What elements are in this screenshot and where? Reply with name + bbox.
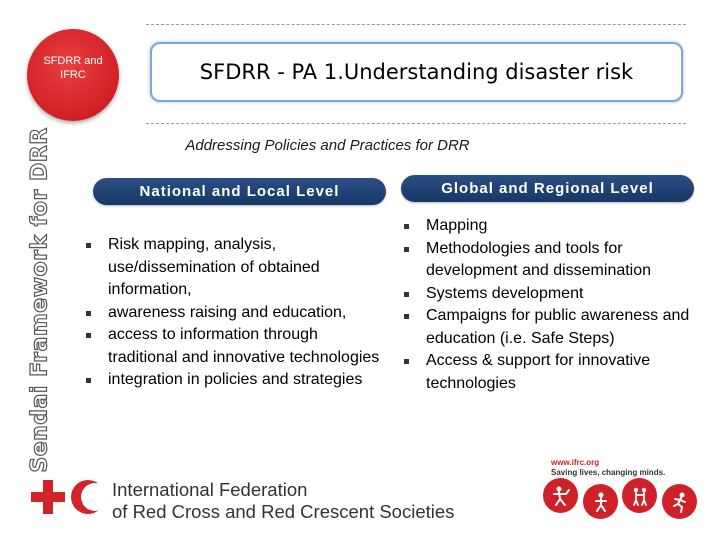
top-dashed-divider (146, 24, 686, 25)
list-item: Mapping (404, 215, 709, 238)
list-item: access to information through traditional and innovative technologies (86, 324, 386, 369)
child-figure-icon (583, 484, 618, 519)
rescue-figure-icon (543, 478, 578, 513)
ifrc-name (112, 479, 454, 523)
bullet-square-icon (404, 314, 409, 319)
bullet-square-icon (86, 243, 91, 248)
slide-title: SFDRR - PA 1.Understanding disaster risk (199, 60, 634, 84)
people-figure-icon (622, 478, 657, 513)
red-crescent-icon (71, 480, 106, 514)
ifrc-url: www.ifrc.org (551, 458, 600, 467)
org-line-2: of Red Cross and Red Crescent Societies (112, 501, 455, 522)
bullet-square-icon (86, 378, 91, 383)
bullet-square-icon (404, 247, 409, 252)
subtitle: Addressing Policies and Practices for DRR (185, 137, 470, 154)
national-local-list (86, 234, 386, 392)
list-item: Access & support for innovative technologies (404, 350, 709, 395)
national-local-heading: National and Local Level (93, 178, 386, 205)
title-box (150, 42, 683, 102)
list-item: Campaigns for public awareness and education (i.e. Safe Steps) (404, 305, 709, 350)
list-item: Methodologies and tools for development and dissemination (404, 238, 709, 283)
global-regional-heading: Global and Regional Level (401, 175, 694, 202)
sfdrr-ifrc-badge (27, 29, 119, 121)
bullet-square-icon (404, 224, 409, 229)
list-item: Systems development (404, 283, 709, 306)
side-title-text: Sendai Framework for DRR (27, 127, 53, 473)
running-figure-icon (662, 484, 697, 519)
ifrc-tagline-block (551, 458, 665, 478)
badge-text: SFDRR and IFRC (43, 55, 103, 81)
bullet-square-icon (86, 311, 91, 316)
org-line-1: International Federation (112, 479, 308, 500)
bottom-dashed-divider (146, 123, 686, 124)
global-regional-list (404, 215, 709, 395)
list-item: integration in policies and strategies (86, 369, 386, 392)
ifrc-tagline: Saving lives, changing minds. (551, 468, 666, 477)
red-cross-icon (31, 480, 65, 514)
ifrc-emblem (30, 478, 106, 516)
vertical-side-title (20, 127, 60, 473)
bullet-square-icon (404, 359, 409, 364)
list-item: Risk mapping, analysis, use/dissemination of obtained information, (86, 234, 386, 302)
bullet-square-icon (86, 333, 91, 338)
bullet-square-icon (404, 292, 409, 297)
list-item: awareness raising and education, (86, 302, 386, 325)
